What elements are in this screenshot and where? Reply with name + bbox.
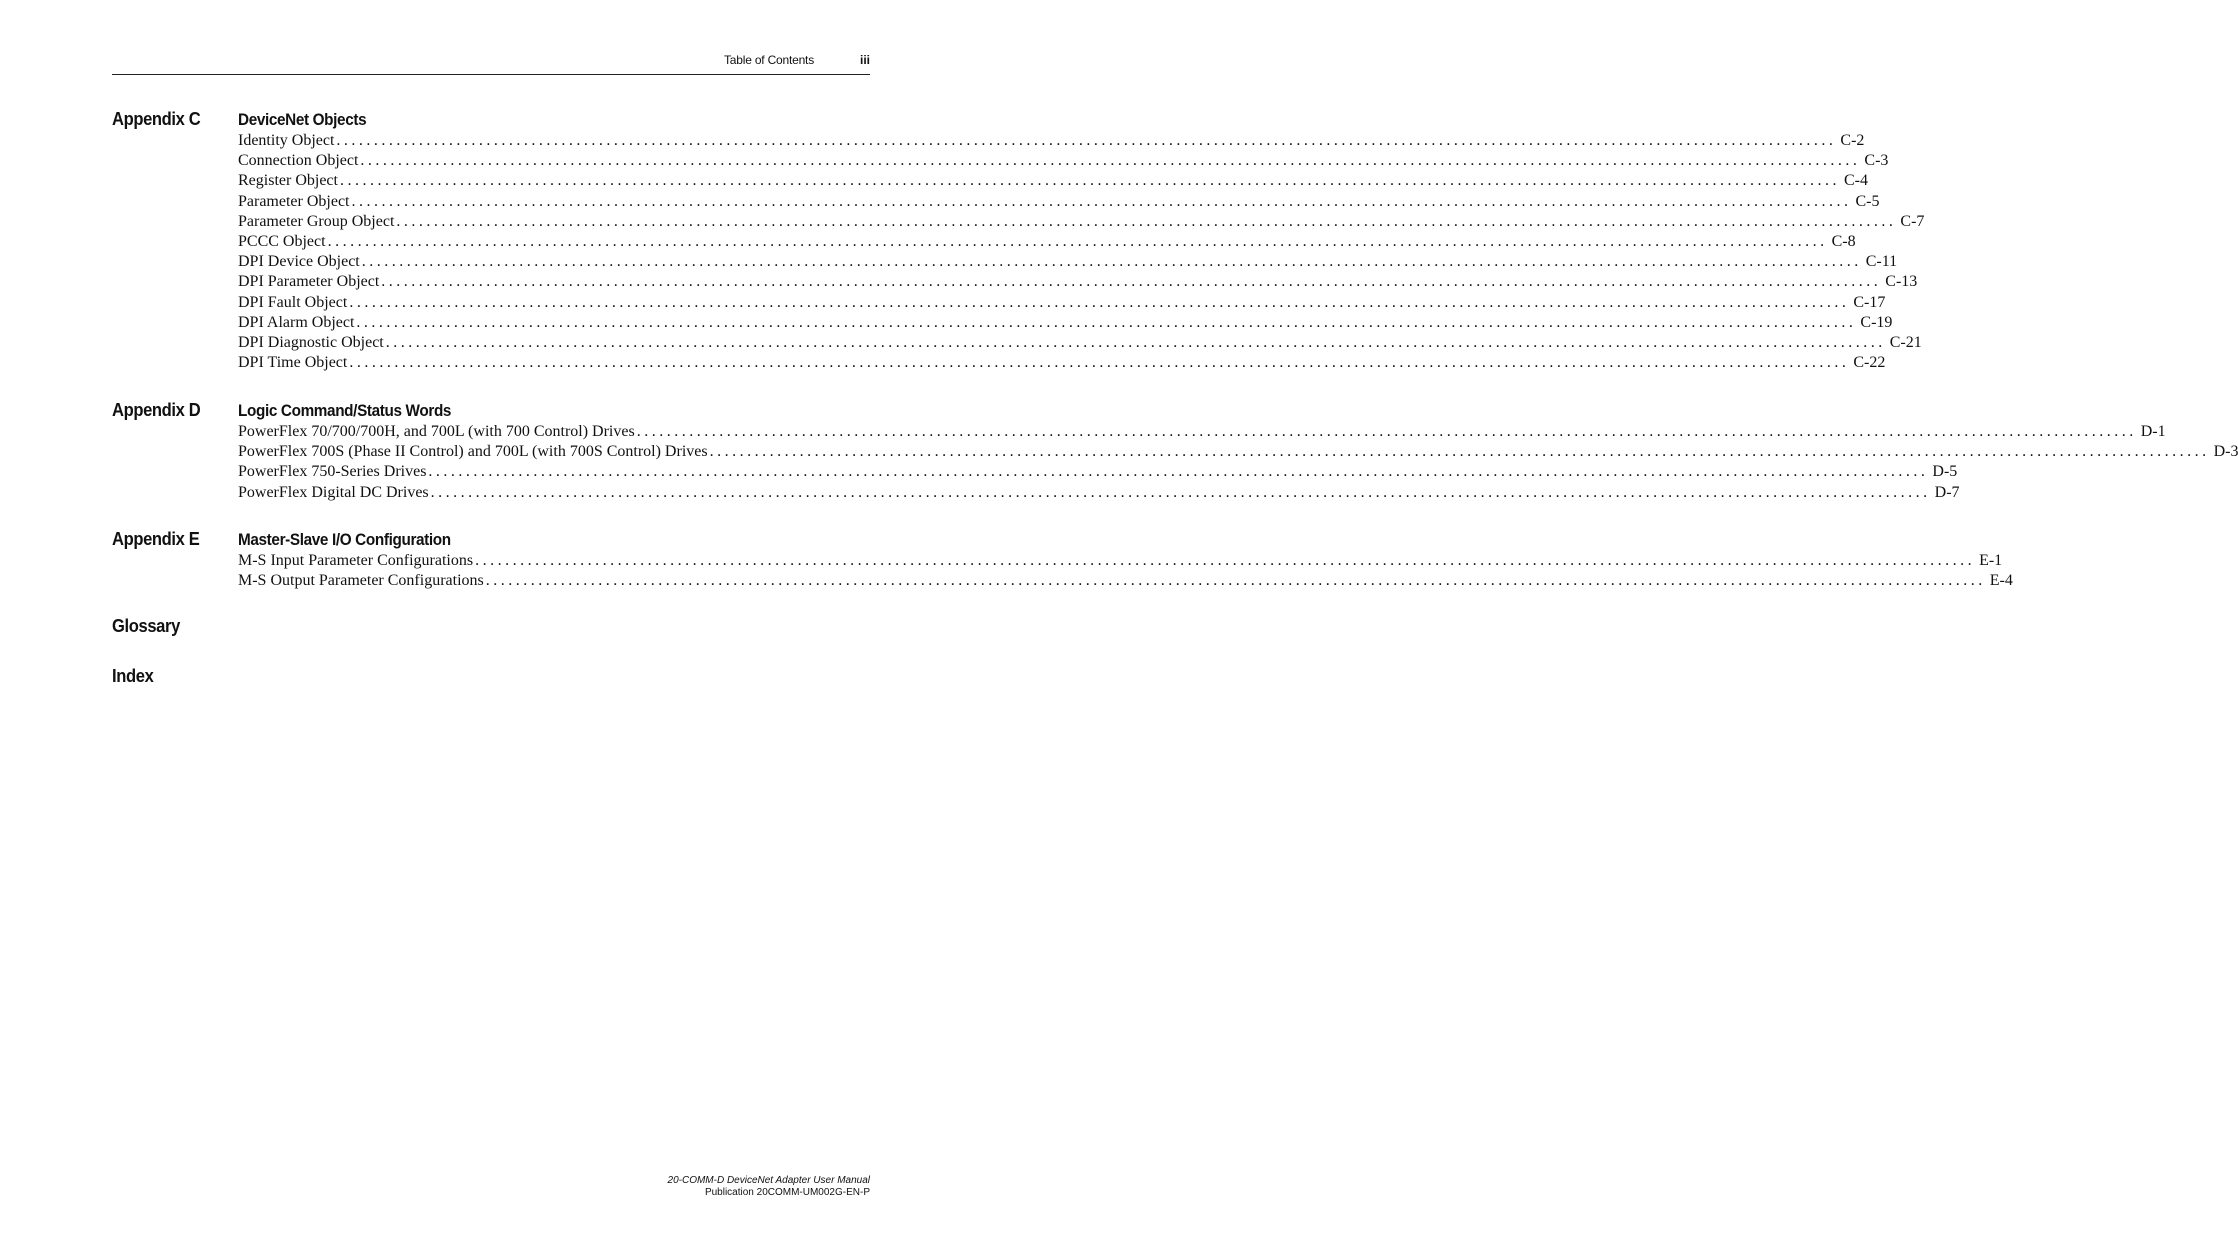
toc-entry-text: Identity Object bbox=[238, 132, 335, 149]
toc-entry-text: DPI Device Object bbox=[238, 253, 360, 271]
toc-entry-page: C-11 bbox=[1865, 253, 1898, 271]
footer-manual-title: 20-COMM-D DeviceNet Adapter User Manual bbox=[667, 1175, 870, 1186]
toc-entry-page: E-1 bbox=[1979, 552, 2003, 569]
toc-entry-text: PCCC Object bbox=[238, 232, 326, 250]
dot-leader: ........................................................................................................................................................................................................ bbox=[396, 212, 1897, 230]
toc-entry-list bbox=[238, 131, 1925, 373]
page-footer bbox=[668, 1175, 870, 1199]
dot-leader: ........................................................................................................................................................................................................ bbox=[428, 463, 1929, 481]
toc-entry[interactable] bbox=[238, 333, 1922, 353]
toc-entry-text: PowerFlex 750-Series Drives bbox=[238, 463, 427, 481]
header-rule bbox=[112, 74, 870, 75]
toc-entry[interactable] bbox=[238, 442, 2238, 462]
header-page-number: iii bbox=[859, 53, 870, 67]
dot-leader: ........................................................................................................................................................................................................ bbox=[339, 172, 1840, 190]
section-title: DeviceNet Objects bbox=[238, 110, 367, 129]
toc-entry-page: C-21 bbox=[1889, 333, 1922, 351]
toc-entry[interactable] bbox=[238, 483, 1960, 503]
toc-entry[interactable] bbox=[238, 551, 2003, 571]
toc-entry-page: E-4 bbox=[1989, 572, 2013, 590]
dot-leader: ........................................................................................................................................................................................................ bbox=[327, 232, 1828, 250]
toc-entry-text: M-S Output Parameter Configurations bbox=[238, 572, 484, 590]
toc-entry-text: Parameter Object bbox=[238, 192, 350, 210]
toc-entry[interactable] bbox=[238, 571, 2013, 591]
dot-leader: ........................................................................................................................................................................................................ bbox=[475, 552, 1976, 569]
toc-entry-text: M-S Input Parameter Configurations bbox=[238, 552, 474, 569]
toc-entry-page: D-3 bbox=[2213, 443, 2238, 461]
toc-entry[interactable] bbox=[238, 232, 1856, 252]
toc-entry-list bbox=[238, 422, 2238, 503]
dot-leader: ........................................................................................................................................................................................................ bbox=[381, 273, 1882, 291]
toc-entry-page: C-17 bbox=[1853, 293, 1886, 311]
page-header bbox=[112, 52, 870, 74]
dot-leader: ........................................................................................................................................................................................................ bbox=[349, 293, 1850, 311]
toc-entry-page: C-7 bbox=[1900, 212, 1925, 230]
toc-entry-page: C-19 bbox=[1860, 313, 1893, 331]
section-label: Index bbox=[112, 666, 154, 686]
toc-entry-page: D-5 bbox=[1932, 463, 1958, 481]
toc-entry-text: Connection Object bbox=[238, 152, 359, 170]
toc-entry[interactable] bbox=[238, 422, 2166, 442]
toc-entry-page: D-7 bbox=[1934, 483, 1960, 501]
toc-entry-text: PowerFlex Digital DC Drives bbox=[238, 483, 429, 501]
toc-entry-text: DPI Fault Object bbox=[238, 293, 348, 311]
toc-entry-page: C-5 bbox=[1855, 192, 1880, 210]
dot-leader: ........................................................................................................................................................................................................ bbox=[636, 423, 2137, 440]
dot-leader: ........................................................................................................................................................................................................ bbox=[336, 132, 1837, 149]
dot-leader: ........................................................................................................................................................................................................ bbox=[385, 333, 1886, 351]
toc-entry-text: DPI Diagnostic Object bbox=[238, 333, 384, 351]
section-label: Appendix D bbox=[112, 400, 201, 420]
toc-entry[interactable] bbox=[238, 313, 1893, 333]
footer-publication: Publication 20COMM-UM002G-EN-P bbox=[704, 1187, 870, 1198]
section-title: Logic Command/Status Words bbox=[238, 401, 452, 420]
dot-leader: ........................................................................................................................................................................................................ bbox=[351, 192, 1852, 210]
toc-entry-text: DPI Parameter Object bbox=[238, 273, 380, 291]
section-label: Glossary bbox=[112, 616, 180, 636]
dot-leader: ........................................................................................................................................................................................................ bbox=[709, 443, 2210, 461]
toc-entry-page: C-4 bbox=[1843, 172, 1868, 190]
toc-entry-page: C-3 bbox=[1864, 152, 1889, 170]
toc-entry[interactable] bbox=[238, 171, 1868, 191]
dot-leader: ........................................................................................................................................................................................................ bbox=[356, 313, 1857, 331]
toc-entry-page: D-1 bbox=[2140, 423, 2166, 440]
toc-entry-text: PowerFlex 70/700/700H, and 700L (with 700 Control) Drives bbox=[238, 423, 635, 440]
header-title: Table of Contents bbox=[724, 53, 814, 67]
toc-entry[interactable] bbox=[238, 252, 1898, 272]
toc-entry-text: Parameter Group Object bbox=[238, 212, 395, 230]
section-label: Appendix C bbox=[112, 109, 201, 129]
toc-entry[interactable] bbox=[238, 272, 1918, 292]
toc-entry-list bbox=[238, 551, 2013, 591]
dot-leader: ........................................................................................................................................................................................................ bbox=[360, 152, 1861, 170]
toc-entry-page: C-2 bbox=[1840, 132, 1865, 149]
toc-entry[interactable] bbox=[238, 192, 1880, 212]
toc-entry-page: C-8 bbox=[1831, 232, 1856, 250]
toc-entry-text: DPI Alarm Object bbox=[238, 313, 355, 331]
toc-entry-text: PowerFlex 700S (Phase II Control) and 700L (with 700S Control) Drives bbox=[238, 443, 708, 461]
dot-leader: ........................................................................................................................................................................................................ bbox=[349, 354, 1850, 372]
dot-leader: ........................................................................................................................................................................................................ bbox=[361, 253, 1862, 271]
toc-entry[interactable] bbox=[238, 293, 1886, 313]
toc-entry[interactable] bbox=[238, 151, 1889, 171]
dot-leader: ........................................................................................................................................................................................................ bbox=[430, 483, 1931, 501]
toc-entry[interactable] bbox=[238, 462, 1958, 482]
toc-entry-page: C-13 bbox=[1885, 273, 1918, 291]
toc-entry[interactable] bbox=[238, 353, 1886, 373]
toc-entry[interactable] bbox=[238, 212, 1925, 232]
toc-entry[interactable] bbox=[238, 131, 1865, 151]
dot-leader: ........................................................................................................................................................................................................ bbox=[485, 572, 1986, 590]
toc-entry-page: C-22 bbox=[1853, 354, 1886, 372]
section-title: Master-Slave I/O Configuration bbox=[238, 530, 451, 549]
toc-entry-text: Register Object bbox=[238, 172, 338, 190]
toc-entry-text: DPI Time Object bbox=[238, 354, 348, 372]
section-label: Appendix E bbox=[112, 529, 200, 549]
